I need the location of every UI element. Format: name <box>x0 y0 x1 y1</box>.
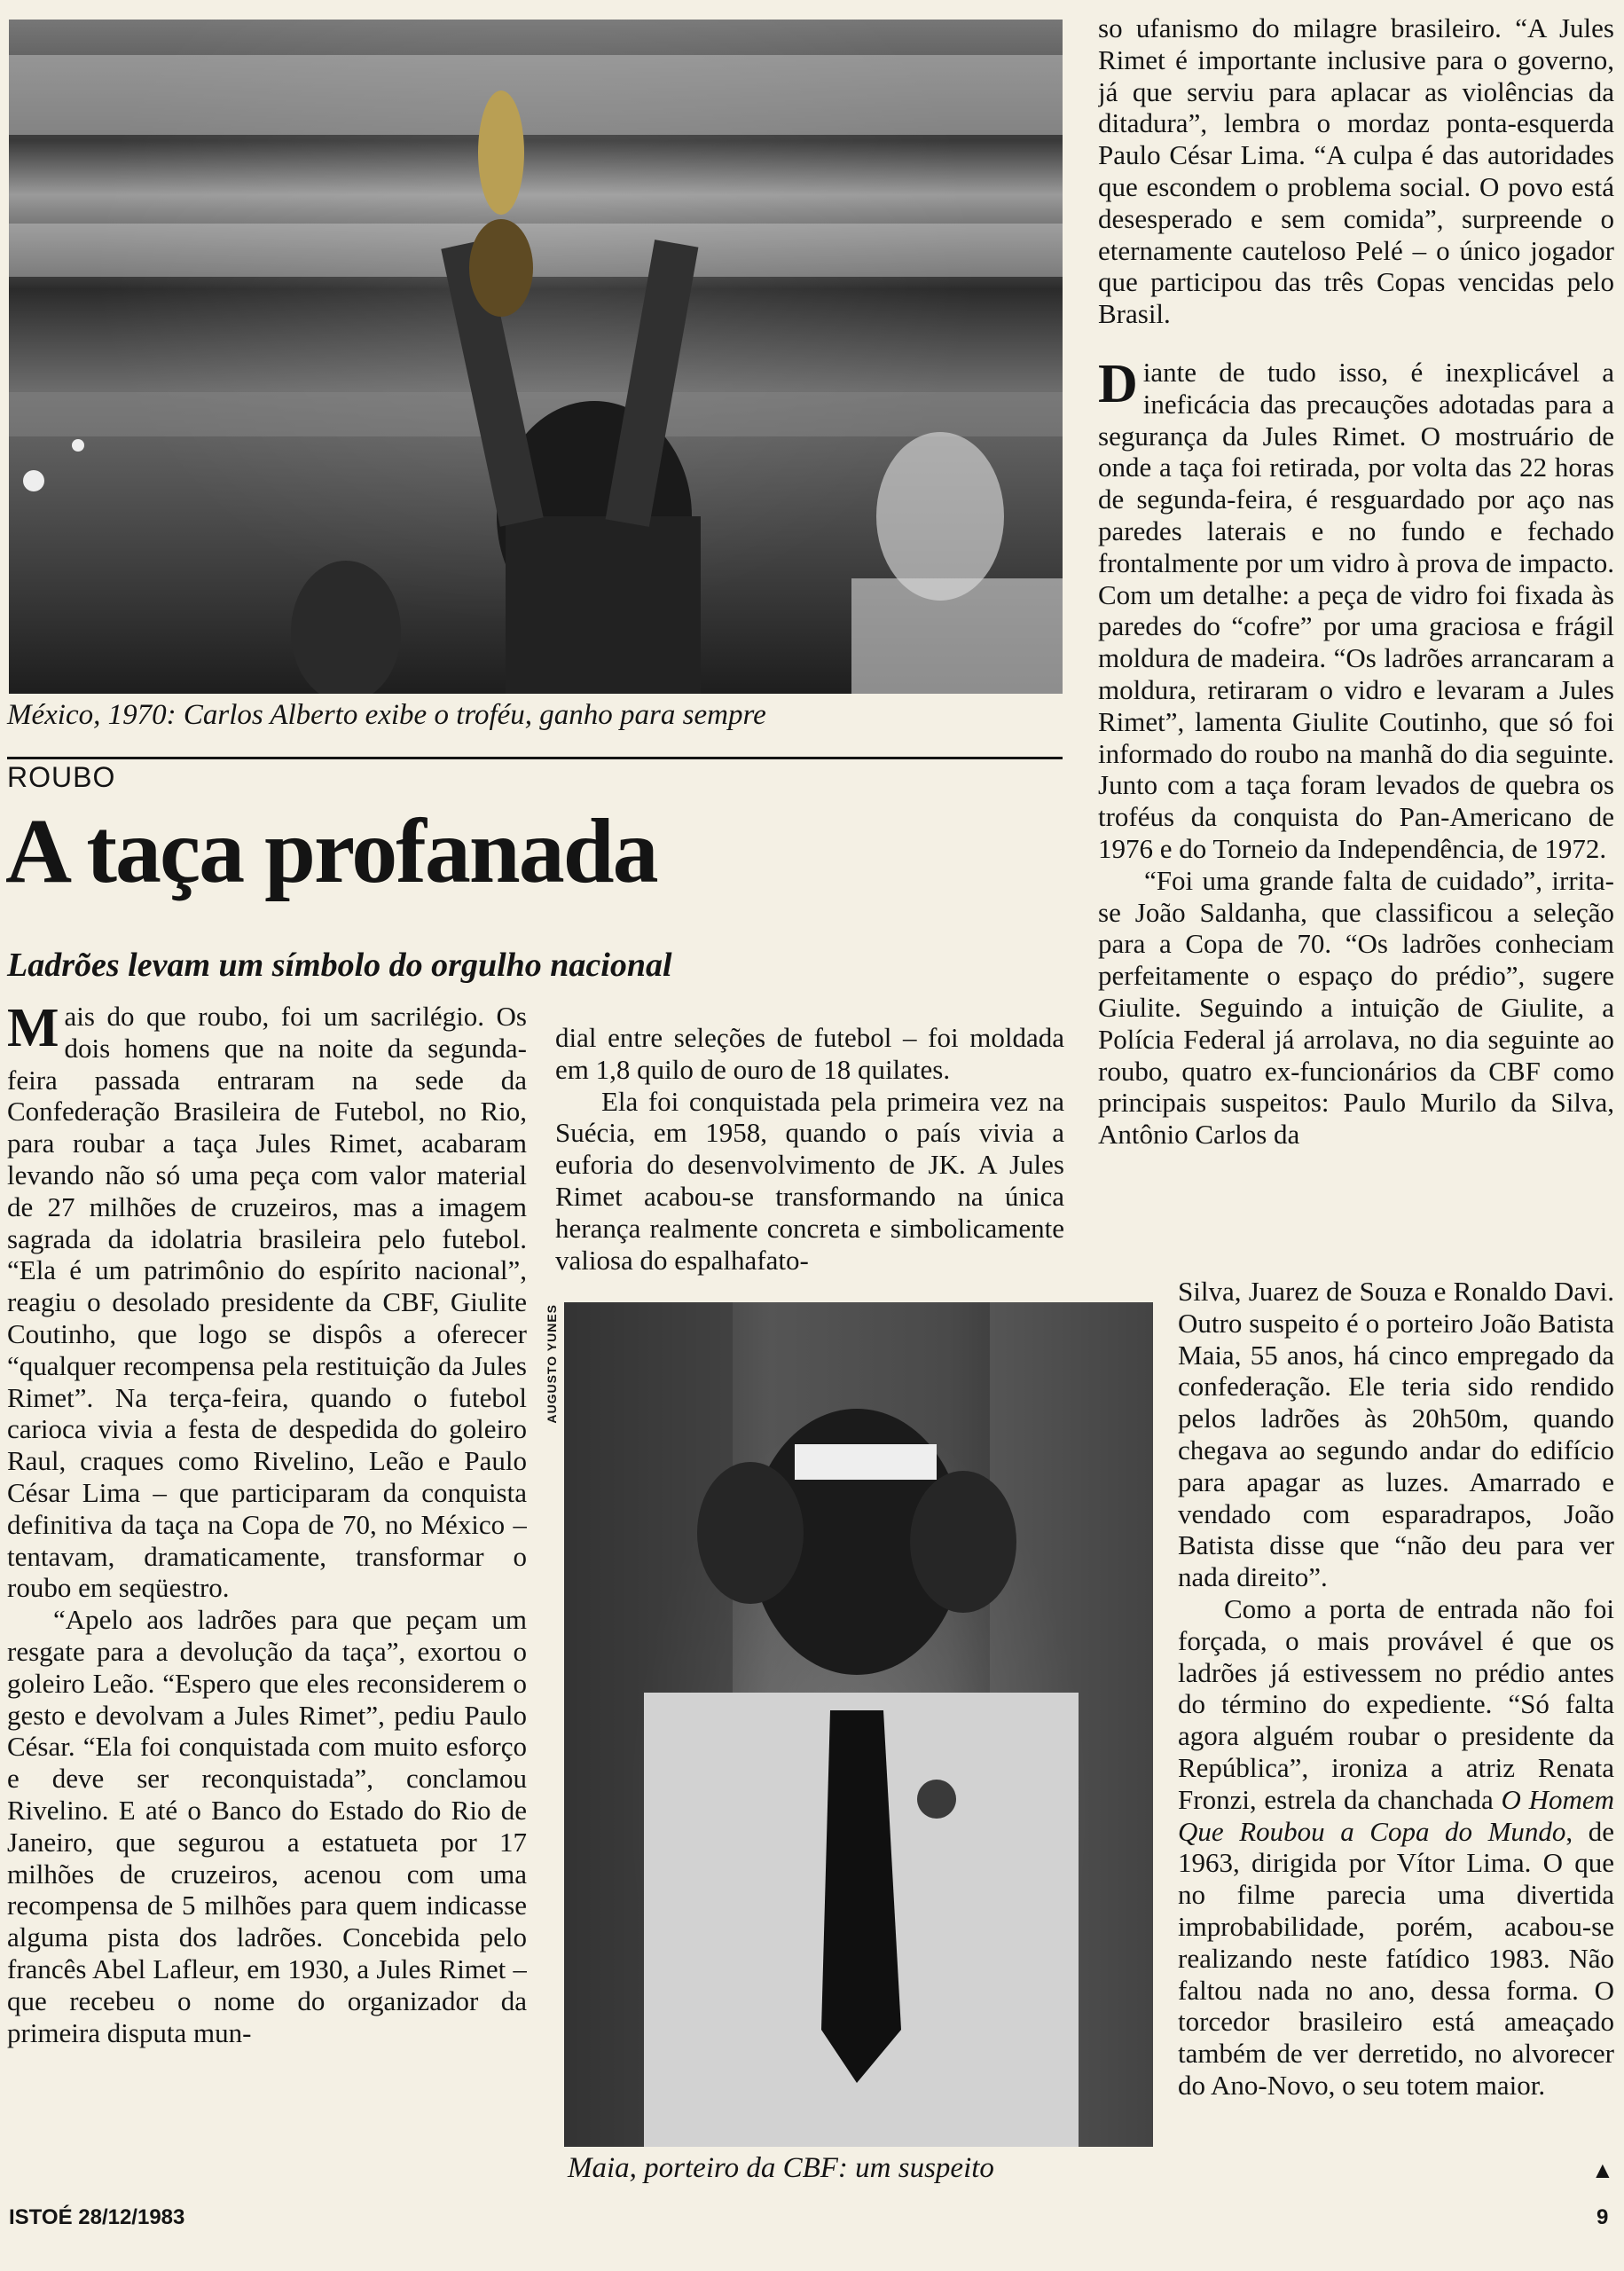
footer-page-number: 9 <box>1597 2205 1609 2229</box>
col3-paragraph-3: “Foi uma grande falta de cuidado”, irrita-se João Saldanha, que classificou a seleção para a Copa de 70. “Os ladrões conheciam perfeitamente o espaço do prédio”, sugere Giulite. Seguindo a intuição de Giulite, a Polícia Federal já arrolava, no dia seguinte ao roubo, quatro ex-funcionários da CBF como principais suspeitos: Paulo Murilo da Silva, Antônio Carlos da <box>1098 864 1614 1151</box>
col1-paragraph-1: Mais do que roubo, foi um sacrilégio. Os dois homens que na noite da segunda-feira passada entraram na sede da Confederação Brasileira de Futebol, no Rio, para roubar a taça Jules Rimet, acabaram levando não só uma peça com valor material de 27 milhões de cruzeiros, mas a imagem sagrada da idolatria brasileira pelo futebol. “Ela é um patrimônio do espírito nacional”, reagiu o desolado presidente da CBF, Giulite Coutinho, que logo se dispôs a oferecer “qualquer recompensa pela restituição da Jules Rimet”. Na terça-feira, quando o futebol carioca vivia a festa de despedida do goleiro Raul, craques como Rivelino, Leão e Paulo César Lima – que participaram da conquista definitiva da taça na Copa de 70, no México – tentavam, dramaticamente, transformar o roubo em seqüestro. <box>7 1001 527 1604</box>
article-column-1 <box>7 1001 527 2189</box>
photo-bottom-caption: Maia, porteiro da CBF: um suspeito <box>568 2152 994 2184</box>
photo-trophy-1970 <box>9 20 1063 694</box>
headline: A taça profanada <box>5 800 657 902</box>
drop-cap-m: M <box>7 1001 59 1058</box>
article-column-3 <box>1098 12 1614 1237</box>
section-label: ROUBO <box>7 761 116 793</box>
col1-paragraph-2: “Apelo aos ladrões para que peçam um resgate para a devolução da taça”, exortou o goleiro Leão. “Espero que eles reconsiderem o gesto e devolvam a Jules Rimet”, pediu Paulo César. “Ela foi conquistada com muito esforço e deve ser reconquistada”, conclamou Rivelino. E até o Banco do Estado do Rio de Janeiro, que segurou a estatueta por 17 milhões de cruzeiros, acenou com uma recompensa de 5 milhões para quem indicasse alguma pista dos ladrões. Concebida pelo francês Abel Lafleur, em 1930, a Jules Rimet – que recebeu o nome do organizador da primeira disputa mun- <box>7 1604 527 2048</box>
col2-paragraph-1: dial entre seleções de futebol – foi moldada em 1,8 quilo de ouro de 18 quilates. <box>555 1022 1064 1085</box>
col3-paragraph-2: Diante de tudo isso, é inexplicável a ineficácia das precauções adotadas para a segurança da Jules Rimet. O mostruário de onde a taça foi retirada, por volta das 22 horas de segunda-feira, é resguardado por aço nas paredes laterais e no fundo e fechado frontalmente por um vidro à prova de impacto. Com um detalhe: a peça de vidro foi fixada às paredes do “cofre” por uma graciosa e frágil moldura de madeira. “Os ladrões arrancaram a moldura, retiraram o vidro e levaram a Jules Rimet”, lamenta Giulite Coutinho, que só foi informado do roubo na manhã do dia seguinte. Junto com a taça foram levados de quebra os troféus da conquista do Pan-Americano de 1976 e do Torneio da Independência, de 1972. <box>1098 353 1614 864</box>
photo-maia <box>564 1302 1153 2147</box>
col3-paragraph-1: so ufanismo do milagre brasileiro. “A Jules Rimet é importante inclusive para o governo, já que serviu para aplacar as violências da ditadura”, lembra o mordaz ponta-esquerda Paulo César Lima. “A culpa é das autoridades que escondem o problema social. O povo está desesperado e sem comida”, surpreende o eternamente cauteloso Pelé – o único jogador que participou das três Copas vencidas pelo Brasil. <box>1098 12 1614 330</box>
col2-paragraph-2: Ela foi conquistada pela primeira vez na Suécia, em 1958, quando o país vivia a euforia do desenvolvimento de JK. A Jules Rimet acabou-se transformando na única herança realmente concreta e simbolicamente valiosa do espalhafato- <box>555 1085 1064 1276</box>
photo-maia-illustration <box>564 1302 1153 2147</box>
drop-cap-d: D <box>1098 353 1138 414</box>
photo-trophy-illustration <box>9 20 1063 694</box>
subhead: Ladrões levam um símbolo do orgulho nacional <box>7 947 672 984</box>
col3-paragraph-4: Como a porta de entrada não foi forçada, o mais provável é que os ladrões já estivessem no prédio antes do término do expediente. “Só falta agora alguém roubar o presidente da República”, ironiza a atriz Renata Fronzi, estrela da chanchada O Homem Que Roubou a Copa do Mundo, de 1963, dirigida por Vítor Lima. O que no filme parecia uma divertida improbabilidade, porém, acabou-se realizando neste fatídico 1983. Não faltou nada no ano, dessa forma. O torcedor brasileiro está ameaçado também de ver derretido, no alvorecer do Ano-Novo, o seu totem maior. <box>1178 1592 1614 2101</box>
photo-credit: AUGUSTO YUNES <box>545 1304 559 1424</box>
article-column-2 <box>555 1022 1064 1279</box>
photo-top-caption: México, 1970: Carlos Alberto exibe o troféu, ganho para sempre <box>7 699 766 731</box>
footer-magazine-date: ISTOÉ 28/12/1983 <box>9 2205 185 2229</box>
end-mark: ▲ <box>1591 2157 1614 2183</box>
col3-paragraph-3b: Silva, Juarez de Souza e Ronaldo Davi. Outro suspeito é o porteiro João Batista Maia, 55 anos, há cinco empregado da confederação. Ele teria sido rendido pelos ladrões às 20h50m, quando chegava ao segundo andar do edifício para apagar as luzes. Amarrado e vendado com esparadrapos, João Batista disse que “não deu para ver nada direito”. <box>1178 1276 1614 1593</box>
film-title: O Homem Que Roubou a Copa do Mundo <box>1178 1783 1614 1847</box>
article-column-3-wrap <box>1178 1276 1614 2185</box>
section-rule <box>7 757 1063 759</box>
